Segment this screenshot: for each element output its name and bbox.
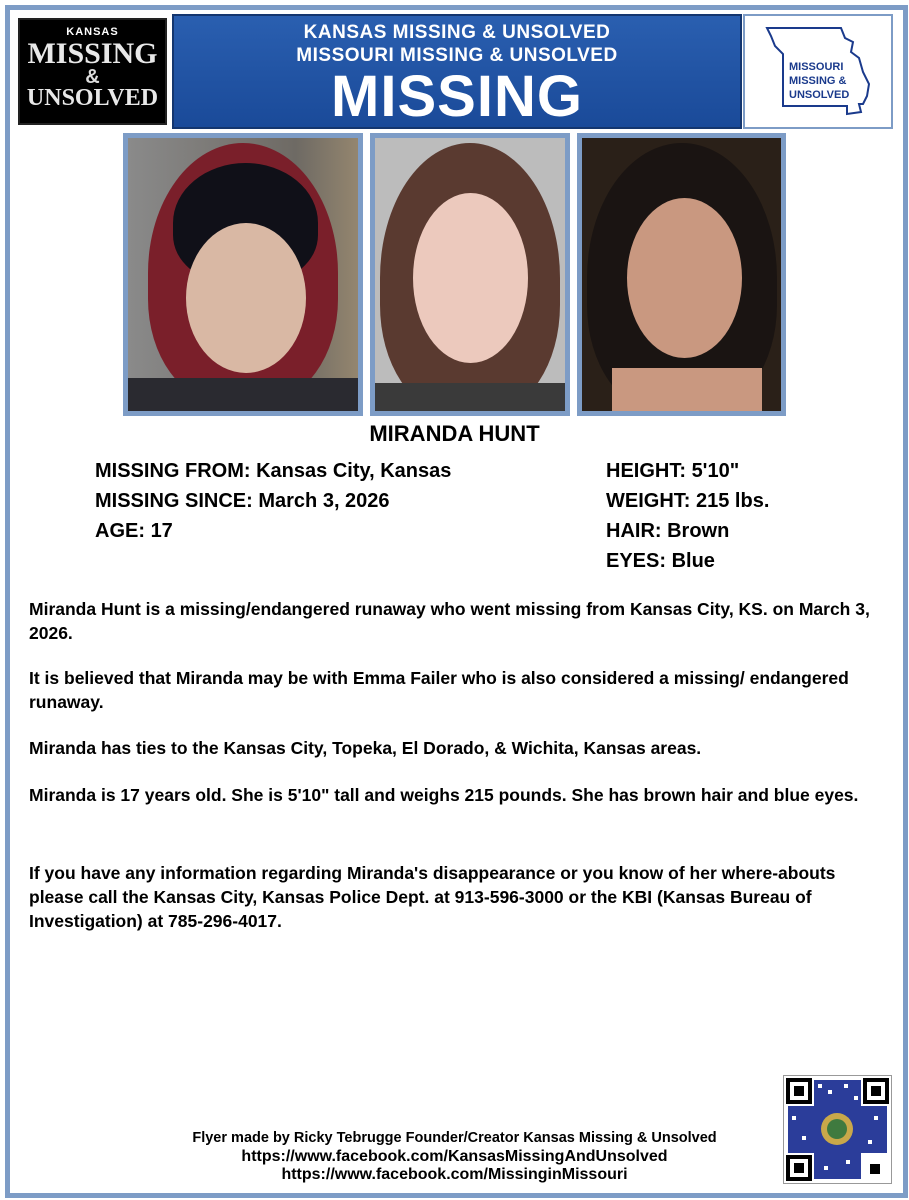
companion-paragraph: It is believed that Miranda may be with Emma Failer who is also considered a missing/ endangered runaway.	[29, 668, 849, 712]
missing-since-label: MISSING SINCE:	[95, 490, 253, 512]
hair-value: Brown	[667, 520, 730, 542]
eyes-value: Blue	[671, 550, 715, 572]
hair-row	[606, 520, 729, 543]
missing-since-row	[95, 490, 390, 513]
age-row	[95, 520, 173, 543]
height-value: 5'10"	[691, 460, 740, 482]
mo-logo-line1: MISSOURI	[789, 61, 844, 73]
photo-2	[370, 133, 570, 416]
age-label: AGE:	[95, 520, 145, 542]
weight-label: WEIGHT:	[606, 490, 691, 512]
age-value: 17	[150, 520, 173, 542]
ks-logo-line2: UNSOLVED	[26, 85, 159, 111]
photo-1	[123, 133, 363, 416]
facebook-link-missouri[interactable]: https://www.facebook.com/MissinginMissouri	[281, 1166, 628, 1183]
description-paragraph: Miranda Hunt is a missing/endangered runaway who went missing from Kansas City, KS. on March 3, 2026.	[29, 599, 870, 643]
missing-since-value: March 3, 2026	[258, 490, 390, 512]
mo-logo-line3: UNSOLVED	[789, 89, 850, 101]
header-banner	[172, 14, 742, 129]
missing-from-row	[95, 460, 451, 483]
contact-paragraph: If you have any information regarding Miranda's disappearance or you know of her where-abouts please call the Kansas City, Kansas Police Dept. at 913-596-3000 or the KBI (Kansas Bureau of Investigation) at 785-296-4017.	[29, 863, 836, 931]
banner-line-1: KANSAS MISSING & UNSOLVED	[303, 22, 611, 43]
mo-logo-text	[789, 60, 849, 102]
kansas-missing-unsolved-logo	[18, 18, 167, 125]
eyes-label: EYES:	[606, 550, 667, 572]
mo-logo-line2: MISSING &	[789, 75, 847, 87]
height-label: HEIGHT:	[606, 460, 686, 482]
ks-logo-line1: MISSING	[27, 37, 158, 70]
ties-paragraph: Miranda has ties to the Kansas City, Topeka, El Dorado, & Wichita, Kansas areas.	[29, 738, 702, 758]
hair-label: HAIR:	[606, 520, 662, 542]
physical-paragraph: Miranda is 17 years old. She is 5'10" tall and weighs 215 pounds. She has brown hair and blue eyes.	[29, 785, 859, 805]
flyer-credit: Flyer made by Ricky Tebrugge Founder/Creator Kansas Missing & Unsolved	[192, 1130, 717, 1146]
missing-from-label: MISSING FROM:	[95, 460, 251, 482]
photo-3	[577, 133, 786, 416]
height-row	[606, 460, 739, 483]
eyes-row	[606, 550, 715, 573]
banner-line-2: MISSOURI MISSING & UNSOLVED	[296, 45, 618, 66]
missing-from-value: Kansas City, Kansas	[256, 460, 452, 482]
weight-row	[606, 490, 769, 513]
facebook-link-kansas[interactable]: https://www.facebook.com/KansasMissingAndUnsolved	[241, 1148, 668, 1165]
ks-logo-amp: &	[85, 66, 100, 88]
weight-value: 215 lbs.	[696, 490, 770, 512]
qr-code-icon[interactable]	[783, 1075, 892, 1184]
missouri-missing-unsolved-logo	[743, 14, 893, 129]
banner-title: MISSING	[331, 64, 583, 129]
ks-logo-top: KANSAS	[66, 26, 119, 38]
missing-person-name: MIRANDA HUNT	[369, 421, 540, 446]
